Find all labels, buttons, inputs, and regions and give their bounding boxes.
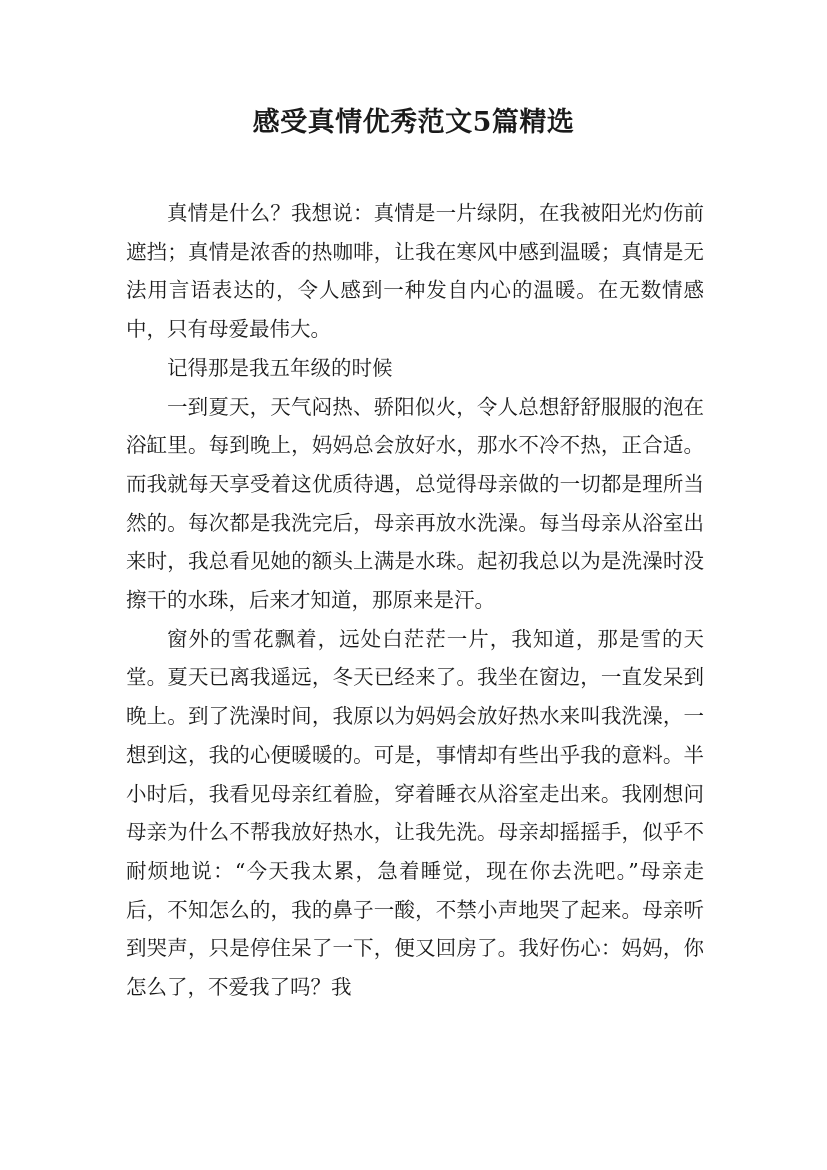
paragraph-winter: 窗外的雪花飘着，远处白茫茫一片，我知道，那是雪的天堂。夏天已离我遥远，冬天已经来了。我坐在窗边，一直发呆到晚上。到了洗澡时间，我原以为妈妈会放好热水来叫我洗澡，一想到这，我的心便暖暖的。可是，事情却有些出乎我的意料。半小时后，我看见母亲红着脸，穿着睡衣从浴室走出来。我刚想问母亲为什么不帮我放好热水，让我先洗。母亲却摇摇手，似乎不耐烦地说：“今天我太累，急着睡觉，现在你去洗吧。”母亲走后，不知怎么的，我的鼻子一酸，不禁小声地哭了起来。母亲听到哭声，只是停住呆了一下，便又回房了。我好伤心：妈妈，你怎么了，不爱我了吗？我 [126,626,704,1000]
paragraph-intro: 真情是什么？我想说：真情是一片绿阴，在我被阳光灼伤前遮挡；真情是浓香的热咖啡，让我在寒风中感到温暖；真情是无法用言语表达的，令人感到一种发自内心的温暖。在无数情感中，只有母爱最伟大。 [126,201,704,342]
paragraph-summer: 一到夏天，天气闷热、骄阳似火，令人总想舒舒服服的泡在浴缸里。每到晚上，妈妈总会放好水，那水不冷不热，正合适。而我就每天享受着这优质待遇，总觉得母亲做的一切都是理所当然的。每次都是我洗完后，母亲再放水洗澡。每当母亲从浴室出来时，我总看见她的额头上满是水珠。起初我总以为是洗澡时没擦干的水珠，后来才知道，那原来是汗。 [126,394,704,613]
document-title: 感受真情优秀范文5篇精选 [252,107,575,138]
document-body [126,194,704,1007]
paragraph-memory: 记得那是我五年级的时候 [167,355,393,380]
